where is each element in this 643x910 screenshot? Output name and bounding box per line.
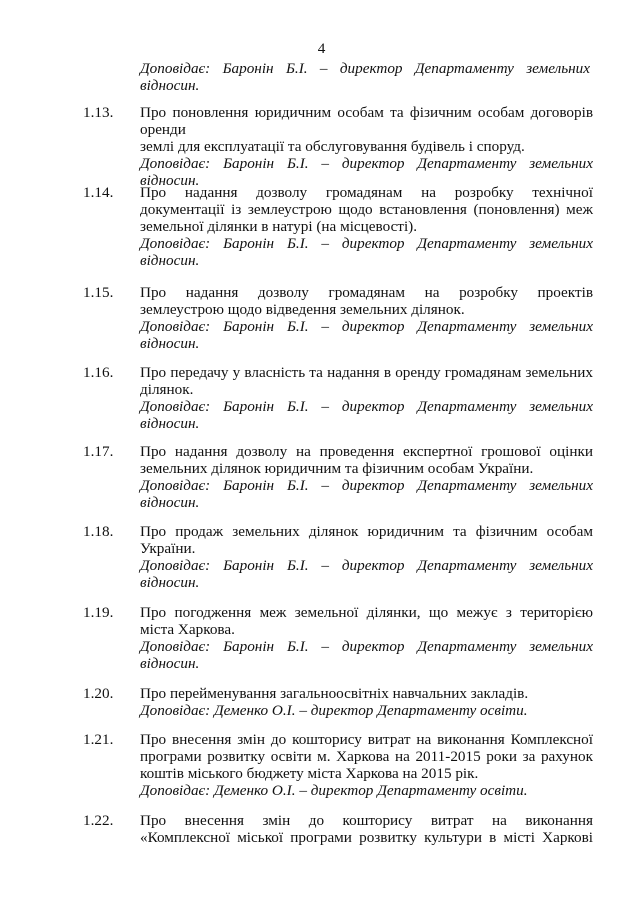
agenda-item-number: 1.14. — [83, 184, 114, 201]
agenda-item-title-line: земельної ділянки в натурі (на місцевості). — [140, 218, 418, 235]
page-number: 4 — [317, 40, 326, 57]
agenda-item — [83, 523, 593, 591]
speaker-line: Доповідає: Деменко О.І. – директор Департаменту освіти. — [140, 702, 528, 719]
agenda-item-title-line: Про внесення змін до кошторису витрат на виконання — [140, 812, 593, 829]
agenda-item-title-line: України. — [140, 540, 196, 557]
speaker-line: відносин. — [140, 494, 200, 511]
agenda-item-title-line: Про надання дозволу громадянам на розробку проектів — [140, 284, 593, 301]
speaker-line: відносин. — [140, 172, 200, 189]
speaker-line: Доповідає: Деменко О.І. – директор Департаменту освіти. — [140, 782, 528, 799]
agenda-item — [83, 685, 593, 719]
agenda-item-number: 1.20. — [83, 685, 114, 702]
agenda-item-title-line: ділянок. — [140, 381, 194, 398]
speaker-line: відносин. — [140, 574, 200, 591]
agenda-item-title-line: Про погодження меж земельної ділянки, що межує з територією — [140, 604, 593, 621]
agenda-item-title-line: «Комплексної міської програми розвитку культури в місті Харкові — [140, 829, 593, 846]
agenda-item — [83, 364, 593, 432]
agenda-item-title-line: коштів міського бюджету міста Харкова на 2015 рік. — [140, 765, 479, 782]
agenda-item — [83, 284, 593, 352]
agenda-item-title-line: міста Харкова. — [140, 621, 235, 638]
agenda-item-number: 1.22. — [83, 812, 114, 829]
agenda-item-title-line: Про передачу у власність та надання в оренду громадянам земельних — [140, 364, 593, 381]
agenda-item-title-line: Про поновлення юридичним особам та фізичним особам договорів оренди — [140, 104, 593, 138]
speaker-line: Доповідає: Баронін Б.І. – директор Департаменту земельних — [140, 477, 593, 494]
speaker-line: Доповідає: Баронін Б.І. – директор Департаменту земельних — [140, 60, 590, 77]
speaker-line: Доповідає: Баронін Б.І. – директор Департаменту земельних — [140, 318, 593, 335]
agenda-item-number: 1.17. — [83, 443, 114, 460]
agenda-item-number: 1.13. — [83, 104, 114, 121]
speaker-line: відносин. — [140, 415, 200, 432]
agenda-item-number: 1.18. — [83, 523, 114, 540]
agenda-item-title-line: Про надання дозволу на проведення експертної грошової оцінки — [140, 443, 593, 460]
agenda-item — [83, 604, 593, 672]
agenda-item-title-line: земельних ділянок юридичним та фізичним особам України. — [140, 460, 534, 477]
agenda-item-title-line: документації із землеустрою щодо встановлення (поновлення) меж — [140, 201, 593, 218]
agenda-item-title-line: Про внесення змін до кошторису витрат на виконання Комплексної — [140, 731, 593, 748]
agenda-item-title-line: землі для експлуатації та обслуговування будівель і споруд. — [140, 138, 525, 155]
agenda-item-title-line: Про продаж земельних ділянок юридичним та фізичним особам — [140, 523, 593, 540]
speaker-line: Доповідає: Баронін Б.І. – директор Департаменту земельних — [140, 638, 593, 655]
agenda-item-number: 1.21. — [83, 731, 114, 748]
speaker-line: Доповідає: Баронін Б.І. – директор Департаменту земельних — [140, 398, 593, 415]
speaker-line: відносин. — [140, 655, 200, 672]
agenda-item — [83, 731, 593, 799]
speaker-line: Доповідає: Баронін Б.І. – директор Департаменту земельних — [140, 155, 593, 172]
speaker-line: відносин. — [140, 335, 200, 352]
lead-speaker — [140, 60, 590, 94]
agenda-item-number: 1.15. — [83, 284, 114, 301]
speaker-line: відносин. — [140, 77, 200, 94]
agenda-item — [83, 443, 593, 511]
agenda-item — [83, 104, 593, 189]
agenda-item-title-line: землеустрою щодо відведення земельних ділянок. — [140, 301, 465, 318]
speaker-line: відносин. — [140, 252, 200, 269]
agenda-item-title-line: Про надання дозволу громадянам на розробку технічної — [140, 184, 593, 201]
agenda-item-number: 1.16. — [83, 364, 114, 381]
agenda-item-title-line: програми розвитку освіти м. Харкова на 2011-2015 роки за рахунок — [140, 748, 593, 765]
speaker-line: Доповідає: Баронін Б.І. – директор Департаменту земельних — [140, 235, 593, 252]
agenda-item-number: 1.19. — [83, 604, 114, 621]
agenda-item-title-line: Про перейменування загальноосвітніх навчальних закладів. — [140, 685, 529, 702]
agenda-item — [83, 812, 593, 846]
agenda-item — [83, 184, 593, 269]
speaker-line: Доповідає: Баронін Б.І. – директор Департаменту земельних — [140, 557, 593, 574]
